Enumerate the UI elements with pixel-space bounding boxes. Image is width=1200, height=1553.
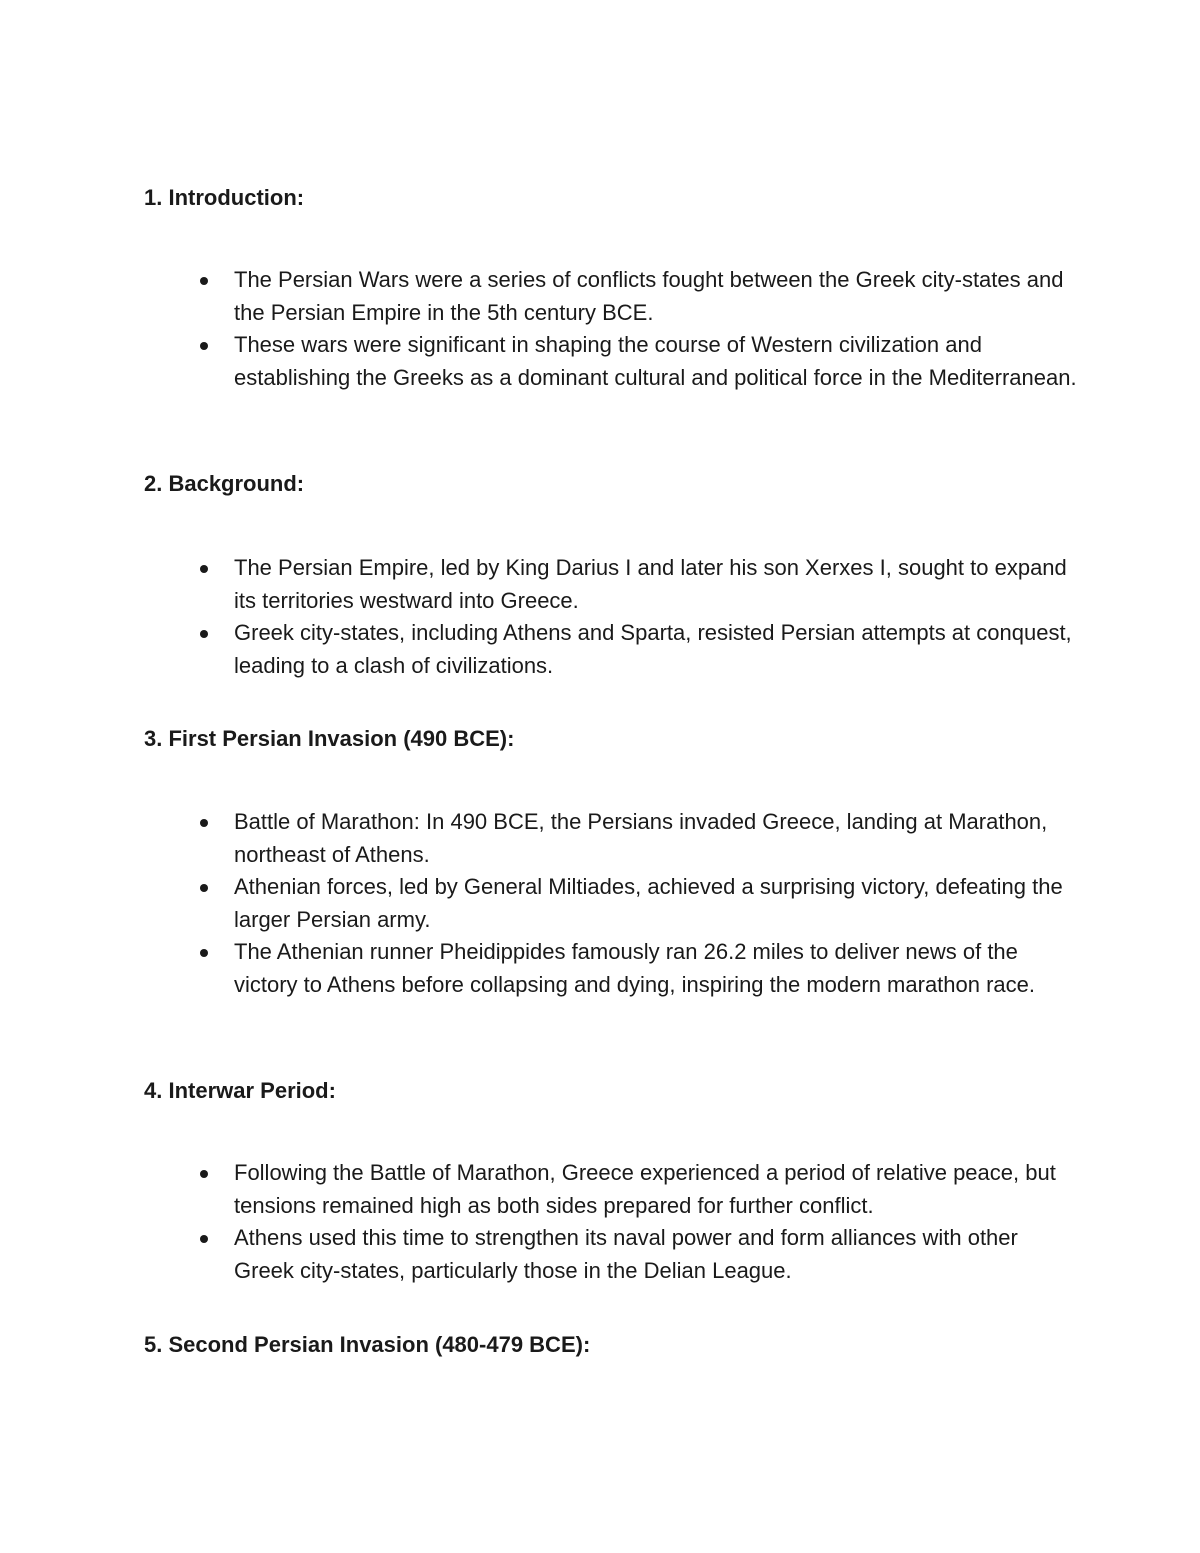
bullet-list-interwar <box>198 1157 1078 1287</box>
list-item-text: The Persian Wars were a series of conflicts fought between the Greek city-states and the Persian Empire in the 5th century BCE. <box>234 267 1064 325</box>
list-item <box>198 264 1078 329</box>
bullet-icon <box>200 342 208 350</box>
bullet-icon <box>200 884 208 892</box>
bullet-list-background <box>198 552 1078 682</box>
section-heading-second-invasion: 5. Second Persian Invasion (480-479 BCE): <box>144 1332 591 1357</box>
list-item <box>198 806 1078 871</box>
list-item-text: Greek city-states, including Athens and Sparta, resisted Persian attempts at conquest, leading to a clash of civilizations. <box>234 620 1072 678</box>
list-item-text: The Athenian runner Pheidippides famously ran 26.2 miles to deliver news of the victory to Athens before collapsing and dying, inspiring the modern marathon race. <box>234 939 1036 997</box>
list-item <box>198 617 1078 682</box>
bullet-icon <box>200 819 208 827</box>
list-item <box>198 871 1078 936</box>
list-item-text: Athenian forces, led by General Miltiades, achieved a surprising victory, defeating the larger Persian army. <box>234 874 1063 932</box>
list-item <box>198 1222 1078 1287</box>
list-item-text: Following the Battle of Marathon, Greece experienced a period of relative peace, but tensions remained high as both sides prepared for further conflict. <box>234 1160 1056 1218</box>
bullet-icon <box>200 1235 208 1243</box>
bullet-icon <box>200 949 208 957</box>
list-item-text: Battle of Marathon: In 490 BCE, the Persians invaded Greece, landing at Marathon, northeast of Athens. <box>234 809 1048 867</box>
list-item-text: These wars were significant in shaping the course of Western civilization and establishing the Greeks as a dominant cultural and political force in the Mediterranean. <box>234 332 1077 390</box>
list-item <box>198 552 1078 617</box>
section-heading-interwar: 4. Interwar Period: <box>144 1078 336 1103</box>
bullet-icon <box>200 277 208 285</box>
list-item <box>198 1157 1078 1222</box>
list-item <box>198 329 1078 394</box>
bullet-list-introduction <box>198 264 1078 394</box>
list-item <box>198 936 1078 1001</box>
section-heading-introduction: 1. Introduction: <box>144 185 305 210</box>
bullet-list-first-invasion <box>198 806 1078 1002</box>
list-item-text: Athens used this time to strengthen its naval power and form alliances with other Greek city-states, particularly those in the Delian League. <box>234 1225 1018 1283</box>
list-item-text: The Persian Empire, led by King Darius I and later his son Xerxes I, sought to expand its territories westward into Greece. <box>234 555 1067 613</box>
bullet-icon <box>200 565 208 573</box>
section-heading-background: 2. Background: <box>144 471 305 496</box>
bullet-icon <box>200 630 208 638</box>
bullet-icon <box>200 1170 208 1178</box>
section-heading-first-invasion: 3. First Persian Invasion (490 BCE): <box>144 726 515 751</box>
